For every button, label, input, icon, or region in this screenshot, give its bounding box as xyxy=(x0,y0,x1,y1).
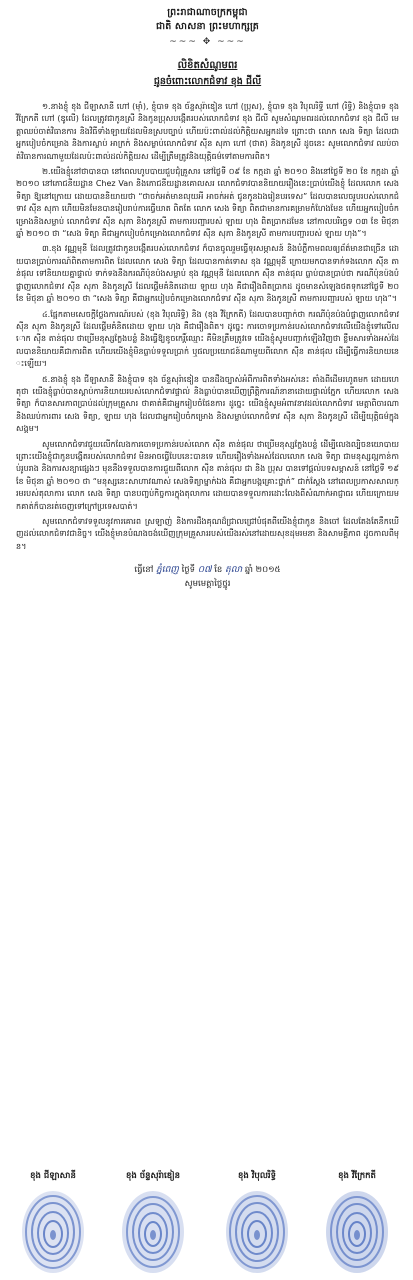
paragraph-1: ១.នាងខ្ញុំ ខុង ជីឡាសានី ហៅ (ម៉ាំ), ខ្ញុំបាទ ខុង ច័ន្ទសុរ៉ាឌៀន ហៅ (ប្រុស), ខ្ញុំបាទ ខុង វិបុលរិទ្ធី ហៅ (រិទ្ធិ) និងខ្ញុំបាទ ខុង វីក្រែកតី ហៅ (ឌូលើ) ដែលត្រូវជាកូនស្រី និងកូនប្រុសបង្កើតរបស់លោកជំទាវ ខុង ជីលី សូមសំណូមពរដល់លោកជំទាវ ខុង ជីលី មេត្តាឈប់ចាត់វិធានការ និងវិធីទាំងឡាយដែលមិនស្របច្បាប់ ហើយប៉ះពាល់ដល់កិត្តិយសអ្នកដទៃ ព្រោះថា លោក សេង ទិត្យា ដែលជាអ្នកបៀបចំកម្រោង និងការស្លាប់ អាក្រក់ និងសម្លាប់លោកជំទាវ សុីន សុភា ហៅ (ថាត) និងកូនស្រី ដូចនេះ សូមលោកជំទាវ ឈប់ចាត់វិធានការណាមួយដែលប៉ះពាល់ដល់កិត្តិយស ដើម្បីត្រឹមត្រូវនិងយុត្តិធម៌ទៅតាមការពិត។ xyxy=(16,102,399,161)
letter-title: លិខិតសំណូមពរ xyxy=(177,60,238,71)
date-day-label: ថ្ងៃទី xyxy=(181,565,196,576)
paragraph-5: ៥.នាងខ្ញុំ ខុង ជីឡាសានី និងខ្ញុំបាទ ខុង ច័ន្ទសុរ៉ាឌៀន បានដឹងច្បាស់អំពីការពិតទាំងអស់នេះ តាំងពីដើមរហូតមក ដោយហេតុថា យើងខ្ញុំធ្លាប់បានស្តាប់ការនិយាយរបស់លោកជំទាវផ្ទាល់ និងធ្លាប់បានឃើញព្រឹត្តិការណ៍នានាដោយផ្ទាល់ភ្នែក ហើយលោក សេង ទិត្យា ក៏បានសារភាពប្រាប់ដល់ក្រុមគ្រួសារ ថាគាត់គឺជាអ្នករៀបចំផែនការ ដូច្នេះ យើងខ្ញុំសូមអំពាវនាវដល់លោកជំទាវ មេត្តាពិចារណា និងឈប់ការពារ សេង ទិត្យា, ឡាយ ហុង ដែលជាអ្នករៀបចំកម្រោង និងសម្លាប់លោកជំទាវ សុីន សុភា និងកូនស្រី ដើម្បីយុត្តិធម៌ក្នុងសង្គម។ xyxy=(16,374,399,434)
signature-4 xyxy=(312,1170,402,1276)
ornament-divider-icon: ~~~ ✥ ~~~ xyxy=(169,37,246,47)
kingdom-title: ព្រះរាជាណាចក្រកម្ពុជា xyxy=(167,7,248,18)
letter-addressee: ជូនចំពោះលោកជំទាវ ខុង ជីលី xyxy=(153,76,262,87)
thumbprint-icon xyxy=(18,1188,88,1276)
signature-block xyxy=(0,1170,413,1280)
paragraph-3: ៣.ខុង វណ្ណមុនី ដែលត្រូវជាកូនបង្កើតរបស់លោកជំទាវ ក៏បានចូលរួមធ្វើទុរសម្ភាសន៍ និងបំភ្លឺកាមពលឲ្យព័ត៌មានជាច្រើន ដោយបានប្រាប់ការណ៍ពិតតាមការពិត ដែលលោក សេង ទិត្យា ដែលបានកាត់ទោស ខុង វណ្ណមុនី ក្រោយមកបានទាក់ទងលោក សុីន តាន់ផុល ទៅនិយាយគ្នាផ្ទាល់ ទាក់ទងនឹងករណីប៉ុនប៉ងសម្លាប់ ខុង វណ្ណមុនី ដែលលោក សុីន តាន់ផុល ធ្លាប់បានប្រាប់ថា ករណីប៉ុនប៉ងបំផ្លាញលោកជំទាវ សុីន សុភា និងកូនស្រី ដែលផ្តើមគំនិតដោយ ឡាយ ហុង គឺជារឿងពិតប្រាកដ ដូចមានសំឡេងថតទុកនៅថ្ងៃទី ២០ ខែ មិថុនា ឆ្នាំ ២០១០ ថា “សេង ទិត្យា គឺជាអ្នកបៀបចំកម្រោងលោកជំទាវ សុីន សុភា និងកូនស្រី តាមការបញ្ជារបស់ ឡាយ ហុង”។ xyxy=(16,244,399,304)
date-place: ភ្នំពេញ xyxy=(156,565,179,576)
closing-respect: សូមមេត្តាថ្លៃថ្នូរ xyxy=(184,579,231,590)
date-year: ២០១៥ xyxy=(255,565,281,576)
signature-2 xyxy=(108,1170,198,1276)
date-year-label: ឆ្នាំ xyxy=(244,565,253,576)
signer-name: ខុង ជីឡាសានី xyxy=(30,1171,76,1181)
signer-name: ខុង វីក្រែកតី xyxy=(338,1171,376,1181)
date-month-label: ខែ xyxy=(214,565,223,576)
signature-3 xyxy=(212,1170,302,1276)
letter-header xyxy=(16,6,399,48)
date-line xyxy=(16,563,399,577)
letter-title-block xyxy=(16,58,399,89)
thumbprint-icon xyxy=(222,1188,292,1276)
paragraph-4: ៤.ផ្អែកតាមសេចក្តីថ្លែងការណ៍របស់ (ខុង វិបុលរិទ្ធិ) និង (ខុង វីក្រែកតី) ដែលបានបញ្ជាក់ថា ករណីប៉ុនប៉ងបំផ្លាញលោកជំទាវ សុីន សុភា និងកូនស្រី ដែលផ្តើមគំនិតដោយ ឡាយ ហុង គឺជារឿងពិត។ ដូច្នេះ ការចោទប្រកាន់របស់លោកជំទាវលើយើងខ្ញុំទៅលើលោក សុីន តាន់ផុល ថាប្រើមនុស្សក្លែងបន្លំ និងធ្វើឱ្យខូចកេរ្តិ៍ឈ្មោះ គឺមិនត្រឹមត្រូវទេ យើងខ្ញុំសូមបញ្ជាក់ឡើងវិញថា ខ្លឹមសារទាំងអស់ដែលបាននិយាយគឺជាការពិត ហើយយើងខ្ញុំមិនធ្លាប់ទទួលប្រាក់ ឬផលប្រយោជន៍ណាមួយពីលោក សុីន តាន់ផុល ដើម្បីធ្វើការនិយាយនេះឡើយ។ xyxy=(16,309,399,369)
date-month: តុលា xyxy=(225,565,243,576)
thumbprint-icon xyxy=(118,1188,188,1276)
signature-1 xyxy=(8,1170,98,1276)
paragraph-2: ២.យើងខ្ញុំនៅថាបានបា នៅពេលហូបបាយជួបជុំគ្រួសារ នៅថ្ងៃទី ០៩ ខែ កក្កដា ឆ្នាំ ២០១០ និងនៅថ្ងៃទី ២០ ខែ កក្កដា ឆ្នាំ ២០១០ នៅភោជនីយដ្ឋាន Chez Van និងភោជនីយដ្ឋានគោលសរ លោកជំទាវបាននិយាយរឿងនេះប្រាប់យើងខ្ញុំ ដែលលោក សេង ទិត្យា ឱ្យនៅក្រោយ ដោយបាននិយាយថា “ថាចក់អត់មានលុយអី អាចក់អត់ ជូនកូនឯងរៀនបរទេស” ដែលបានលេចរូបរបស់លោកជំទាវ សុីន សុភា ហើយមិនមែនបានរៀបរាប់ការធ្វើឃាត ពិតតែ លោក សេង ទិត្យា ពិតជាមានការគម្រាមកំហែងមែន ហើយអ្នកបៀបចំកម្រោងនិងសម្លាប់ លោកជំទាវ សុីន សុភា និងកូនស្រី តាមការបញ្ជារបស់ ឡាយ ហុង ពិតប្រាកដមែន នៅកាលបរិច្ឆេទ ០៣ ខែ មិថុនា ឆ្នាំ ២០១០ ថា “សេង ទិត្យា គឺជាអ្នកបៀបចំកម្រោងលោកជំទាវ សុីន សុភា និងកូនស្រី តាមការបញ្ជារបស់ ឡាយ ហុង”។ xyxy=(16,167,399,239)
thumbprint-icon xyxy=(322,1188,392,1276)
signer-name: ខុង ច័ន្ទសុរ៉ាឌៀន xyxy=(125,1171,181,1181)
date-day: ០៧ xyxy=(197,565,212,576)
kingdom-motto: ជាតិ សាសនា ព្រះមហាក្សត្រ xyxy=(155,21,260,32)
paragraph-7: សូមលោកជំទាវទទួលនូវការគោរព ស្រឡាញ់ និងការដឹងគុណដ៏ជ្រាលជ្រៅបំផុតពីយើងខ្ញុំជាកូន និងចៅ ដែលតែងតែនឹកឃើញដល់លោកជំទាវជានិច្ច។ យើងខ្ញុំមានបំណងចង់ឃើញក្រុមគ្រួសាររបស់យើងរស់នៅដោយសុខដុមរមនា និងសាមគ្គីភាព ដូចកាលពីមុន។ xyxy=(16,517,399,551)
date-prefix: ធ្វើនៅ xyxy=(134,565,154,576)
paragraph-6: សូមលោកជំទាវជួយលើកលែងការចោទប្រកាន់របស់លោក សុីន តាន់ផុល ថាប្រើមនុស្សក្លែងបន្លំ ដើម្បីលេងល្បិចនយោបាយ ព្រោះយើងខ្ញុំជាកូនបង្កើតរបស់លោកជំទាវ មិនអាចធ្វើបែបនេះបានទេ ហើយរឿងទាំងអស់ដែលលោក សេង ទិត្យា ជាមនុស្សល្អកាន់កាប់រូបរាង និងការសន្យាផ្សេងៗ មុននឹងទទួលបានការជួយពីលោក សុីន តាន់ផុល ជា និង ប្រុស បានទៅផ្តល់បទសម្ភាសន៍ នៅថ្ងៃទី ១៩ ខែ មិថុនា ឆ្នាំ ២០១០ ថា “មនុស្សនេះសាហាវណាស់ សេងទិត្យាម្នាក់ឯង គឺជាអ្នកបង្កគ្រោះថ្នាក់” ជាក់ស្តែង នៅពេលប្រកាសសាលក្រមរបស់តុលាការ លោក សេង ទិត្យា បានបញ្ចប់កិច្ចការក្នុងតុលាការ ដោយបានទទួលការដោះលែងពីសំណាក់អាជ្ញាធរ ហើយក្រោយមកគាត់ក៏បានរត់ចេញទៅក្រៅប្រទេសបាត់។ xyxy=(16,439,399,511)
letter-body xyxy=(16,101,399,553)
signer-name: ខុង វិបុលរិទ្ធិ xyxy=(237,1171,277,1181)
